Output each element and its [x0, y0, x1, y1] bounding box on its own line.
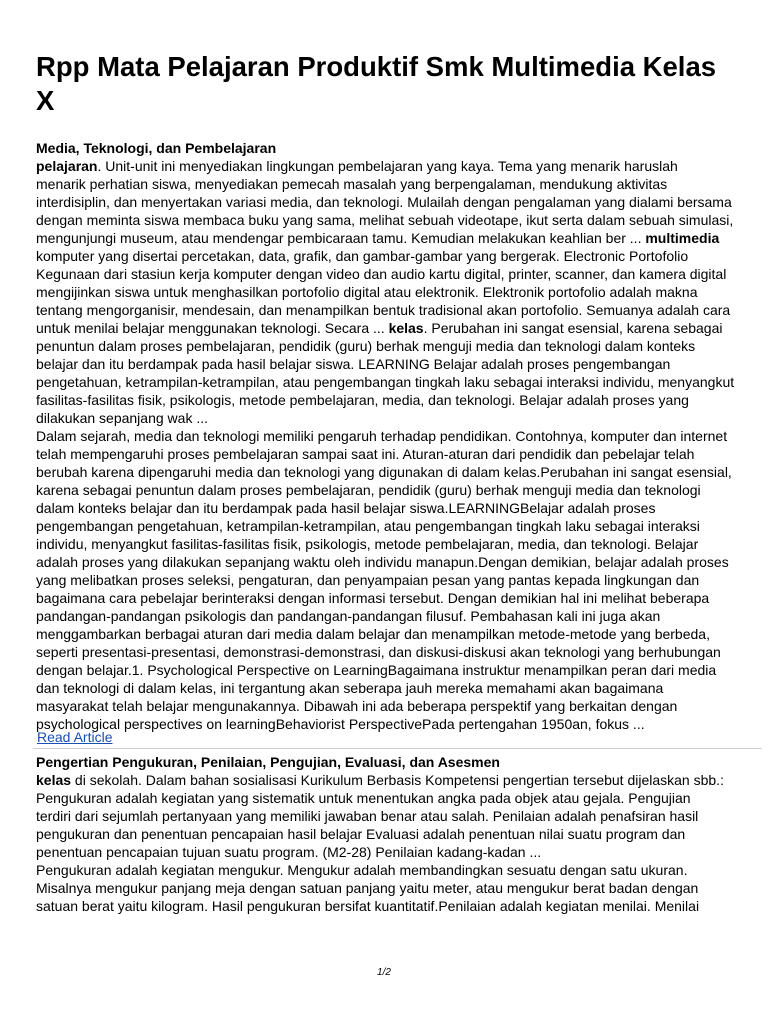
text-run: pengembangan pengetahuan, ketrampilan-ketrampilan, atau pengembangan tingkah laku sebagai interaksi — [36, 518, 700, 534]
text-line — [36, 391, 746, 409]
text-run: Misalnya mengukur panjang meja dengan satuan panjang yaitu meter, atau mengukur berat badan dengan — [36, 880, 699, 896]
text-line — [36, 697, 746, 715]
text-run: fasilitas-fasilitas fisik, psikologis, metode pembelajaran, media, dan teknologi. Belajar adalah proses yang — [36, 392, 689, 408]
text-line — [36, 625, 746, 643]
text-run: dalam konteks belajar dan itu berdampak pada hasil belajar siswa.LEARNINGBelajar adalah proses — [36, 500, 656, 516]
text-run: penentuan pencapaian tujuan suatu program. (M2-28) Penilaian kadang-kadan ... — [36, 844, 542, 860]
text-run: interdisiplin, dan menyertakan variasi media, dan teknologi. Mulailah dengan pengalaman yang dialami bersama — [36, 194, 732, 210]
text-run: pengukuran dan penentuan pencapaian hasil belajar Evaluasi adalah penentuan nilai suatu program dan — [36, 826, 686, 842]
section-heading: Pengertian Pengukuran, Penilaian, Pengujian, Evaluasi, dan Asesmen — [36, 754, 500, 770]
text-line — [36, 807, 746, 825]
text-line — [36, 535, 746, 553]
text-run: bagaimana cara pebelajar berinteraksi dengan informasi tersebut. Dengan demikian hal ini melihat beberapa — [36, 590, 710, 606]
text-run: pengetahuan, ketrampilan-ketrampilan, atau pengembangan tingkah laku sebagai interaksi individu, menyangkut — [36, 374, 735, 390]
text-line — [36, 643, 746, 661]
text-run: komputer yang disertai percetakan, data, grafik, dan gambar-gambar yang bergerak. Electronic Portofolio — [36, 248, 689, 264]
text-line — [36, 517, 746, 535]
text-run: seperti presentasi-presentasi, demonstrasi-demonstrasi, dan diskusi-diskusi akan teknologi yang berhubungan — [36, 644, 721, 660]
text-line — [36, 301, 746, 319]
text-line — [36, 499, 746, 517]
page-title: Rpp Mata Pelajaran Produktif Smk Multimedia Kelas X — [36, 51, 717, 116]
text-line — [36, 771, 746, 789]
text-run: terdiri dari sejumlah pertanyaan yang memiliki jawaban benar atau salah. Penilaian adalah penafsiran hasil — [36, 808, 699, 824]
text-run: yang melibatkan proses seleksi, pengaturan, dan penyampaian pesan yang pantas kepada lingkungan dan — [36, 572, 700, 588]
text-line — [36, 319, 746, 337]
text-line — [36, 553, 746, 571]
text-run: Kegunaan dari stasiun kerja komputer dengan video dan audio kartu digital, printer, scanner, dan kamera digital — [36, 266, 727, 282]
section-heading: Media, Teknologi, dan Pembelajaran — [36, 140, 277, 156]
text-run: tentang mengorganisir, mendesain, dan menampilkan bentuk tradisional akan portofolio. Semuanya adalah cara — [36, 302, 731, 318]
text-line — [36, 445, 746, 463]
text-line — [36, 427, 746, 445]
text-run: dengan meminta siswa membaca buku yang sama, melihat sebuah videotape, ikut serta dalam sebuah simulasi, — [36, 212, 734, 228]
text-line — [36, 897, 746, 915]
text-run: adalah proses yang dilakukan sepanjang waktu oleh individu manapun.Dengan demikian, belajar adalah proses — [36, 554, 729, 570]
text-line — [36, 265, 746, 283]
text-run: individu, menyangkut fasilitas-fasilitas fisik, psikologis, metode pembelajaran, media, dan teknologi. Belajar — [36, 536, 699, 552]
text-line — [36, 247, 746, 265]
text-run: mengijinkan siswa untuk menghasilkan portofolio digital atau elektronik. Elektronik portofolio adalah makna — [36, 284, 698, 300]
text-run: dengan belajar.1. Psychological Perspective on LearningBagaimana instruktur menampilkan peran dari media — [36, 662, 717, 678]
text-line — [36, 589, 746, 607]
text-line — [36, 843, 746, 861]
section-divider — [33, 748, 762, 749]
text-line — [36, 789, 746, 807]
text-line — [36, 373, 746, 391]
text-line — [36, 157, 746, 175]
article-body — [36, 771, 746, 915]
text-run: penuntun dalam proses pembelajaran, pendidik (guru) berhak menguji media dan teknologi dalam konteks — [36, 338, 696, 354]
text-line — [36, 283, 746, 301]
text-run: menarik perhatian siswa, menyediakan pemecah masalah yang berpengalaman, mendukung aktivitas — [36, 176, 668, 192]
text-run: Dalam sejarah, media dan teknologi memiliki pengaruh terhadap pendidikan. Contohnya, komputer dan internet — [36, 428, 728, 444]
text-run: menggambarkan berbagai aturan dari media dalam belajar dan menampilkan metode-metode yang berbeda, — [36, 626, 710, 642]
text-line — [36, 825, 746, 843]
text-run: dan teknologi di dalam kelas, ini tergantung akan seberapa jauh mereka memahami akan bagaimana — [36, 680, 664, 696]
keyword-highlight: pelajaran — [36, 158, 98, 174]
text-line — [36, 175, 746, 193]
text-run: psychological perspectives on learningBehaviorist PerspectivePada pertengahan 1950an, fokus ... — [36, 716, 645, 732]
text-line — [36, 715, 746, 733]
article-body — [36, 157, 746, 733]
text-run: berubah karena dipengaruhi media dan teknologi yang digunakan di dalam kelas.Perubahan ini sangat esensial, — [36, 464, 732, 480]
text-run: . Perubahan ini sangat esensial, karena sebagai — [423, 320, 723, 336]
text-line — [36, 679, 746, 697]
text-run: satuan berat yaitu kilogram. Hasil pengukuran bersifat kuantitatif.Penilaian adalah kegiatan menilai. Menilai — [36, 898, 700, 914]
text-run: masyarakat telah belajar mengunakannya. Dibawah ini ada beberapa perspektif yang berkaitan dengan — [36, 698, 678, 714]
article-section-pengukuran — [36, 753, 746, 915]
keyword-highlight: kelas — [388, 320, 424, 336]
text-line — [36, 355, 746, 373]
text-line — [36, 229, 746, 247]
text-run: telah mempengaruhi proses pembelajaran sampai saat ini. Aturan-aturan dari pendidik dan pebelajar telah — [36, 446, 695, 462]
text-line — [36, 661, 746, 679]
text-run: karena sebagai penuntun dalam proses pembelajaran, pendidik (guru) berhak menguji media dan teknologi — [36, 482, 701, 498]
text-line — [36, 463, 746, 481]
text-run: Pengukuran adalah kegiatan yang sistematik untuk menentukan angka pada objek atau gejala. Pengujian — [36, 790, 691, 806]
text-line — [36, 879, 746, 897]
keyword-highlight: kelas — [36, 772, 72, 788]
text-run: pandangan-pandangan psikologis dan pandangan-pandangan filusuf. Pembahasan kali ini juga akan — [36, 608, 661, 624]
text-line — [36, 571, 746, 589]
text-line — [36, 409, 746, 427]
read-article-link[interactable]: Read Article — [37, 729, 113, 745]
text-run: . Unit-unit ini menyediakan lingkungan pembelajaran yang kaya. Tema yang menarik haruslah — [97, 158, 678, 174]
text-run: dilakukan sepanjang wak ... — [36, 410, 208, 426]
text-line — [36, 607, 746, 625]
article-section-media-teknologi — [36, 139, 746, 733]
page-number: 1/2 — [377, 967, 391, 978]
text-line — [36, 337, 746, 355]
text-run: untuk menilai belajar menggunakan teknologi. Secara ... — [36, 320, 389, 336]
text-line — [36, 481, 746, 499]
text-run: Pengukuran adalah kegiatan mengukur. Mengukur adalah membandingkan sesuatu dengan satu ukuran. — [36, 862, 688, 878]
text-line — [36, 861, 746, 879]
text-line — [36, 193, 746, 211]
text-run: belajar dan itu berdampak pada hasil belajar siswa. LEARNING Belajar adalah proses pengembangan — [36, 356, 671, 372]
text-line — [36, 211, 746, 229]
text-run: mengunjungi museum, atau mendengar pembicaraan tamu. Kemudian melakukan keahlian ber ... — [36, 230, 646, 246]
keyword-highlight: multimedia — [645, 230, 720, 246]
text-run: di sekolah. Dalam bahan sosialisasi Kurikulum Berbasis Kompetensi pengertian tersebut dijelaskan sbb.: — [71, 772, 724, 788]
